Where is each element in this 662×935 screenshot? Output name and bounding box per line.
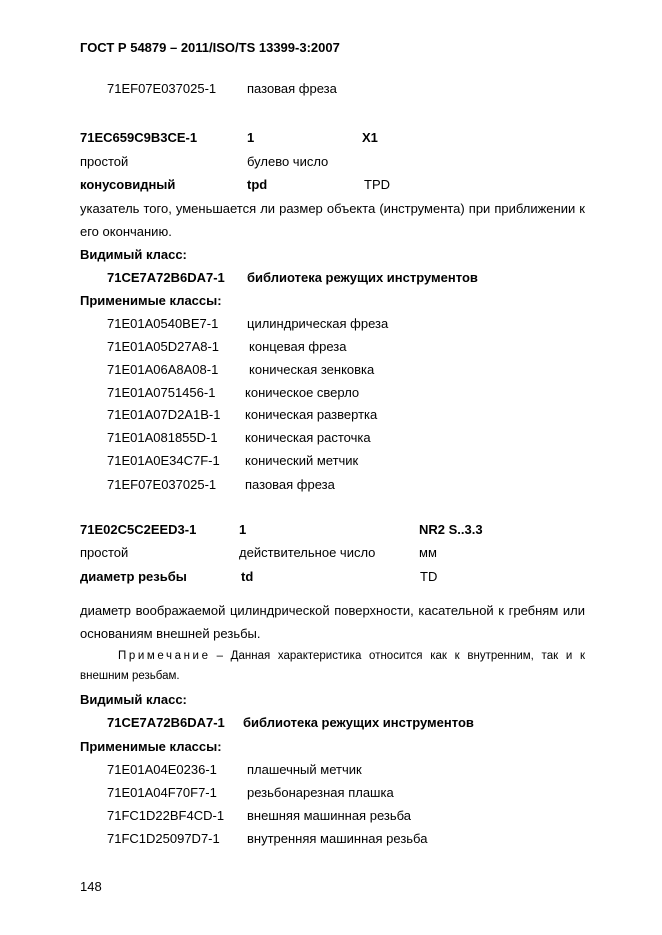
block2-applicable-code: 71E01A04E0236-1 [107,762,217,777]
block2-applicable-name: резьбонарезная плашка [247,785,394,800]
block1-visible-class-name: библиотека режущих инструментов [247,270,478,285]
block1-applicable-name: конический метчик [245,453,359,468]
block1-applicable-name: коническая расточка [245,430,371,445]
block2-visible-class-name: библиотека режущих инструментов [243,715,474,730]
block1-applicable-label: Применимые классы: [80,293,222,308]
block2-symbol: NR2 S..3.3 [419,522,483,537]
block1-applicable-name: коническая зенковка [249,362,375,377]
block2-code: 71E02C5C2EED3-1 [80,522,197,537]
block1-type: простой [80,154,129,169]
block2-applicable-code: 71E01A04F70F7-1 [107,785,217,800]
block1-visible-class-label: Видимый класс: [80,247,187,262]
block1-applicable-name: коническая развертка [245,407,378,422]
block1-applicable-code: 71E01A0540BE7-1 [107,316,219,331]
block1-short: tpd [247,177,268,192]
note-text-line2: внешним резьбам. [80,670,180,682]
block1-applicable-code: 71E01A081855D-1 [107,430,218,445]
block1-pref: TPD [364,177,390,192]
block1-applicable-name: коническое сверло [245,385,360,400]
block2-pref: TD [420,569,438,584]
note-text-line1: – Данная характеристика относится как к внутренним, так и к [216,650,585,662]
note-label: Примечание [118,650,211,662]
block2-applicable-name: внешняя машинная резьба [247,808,411,823]
block1-applicable-name: цилиндрическая фреза [247,316,389,331]
top-item-name: пазовая фреза [247,81,337,96]
block2-applicable-name: плашечный метчик [247,762,362,777]
block2-type: простой [80,545,129,560]
block2-version: 1 [239,522,247,537]
block1-applicable-code: 71E01A0751456-1 [107,385,216,400]
block1-applicable-code: 71E01A0E34C7F-1 [107,453,220,468]
block2-applicable-label: Применимые классы: [80,739,222,754]
block2-note [80,649,585,664]
block1-name: конусовидный [80,177,176,192]
block1-version: 1 [247,130,255,145]
block2-name: диаметр резьбы [80,569,187,584]
block2-definition-line2: основаниям внешней резьбы. [80,626,261,641]
page-number: 148 [80,879,102,894]
block2-definition-line1: диаметр воображаемой цилиндрической поверхности, касательной к гребням или [80,603,585,618]
block2-applicable-code: 71FC1D25097D7-1 [107,831,220,846]
block1-datatype: булево число [247,154,329,169]
block2-applicable-name: внутренняя машинная резьба [247,831,428,846]
block1-code: 71EC659C9B3CE-1 [80,130,198,145]
block2-visible-class-code: 71CE7A72B6DA7-1 [107,715,225,730]
top-item-code: 71EF07E037025-1 [107,81,217,96]
block1-applicable-code: 71E01A05D27A8-1 [107,339,220,354]
block1-symbol: X1 [362,130,378,145]
document-header: ГОСТ Р 54879 – 2011/ISO/TS 13399-3:2007 [80,40,340,55]
block1-applicable-code: 71E01A07D2A1B-1 [107,407,221,422]
block2-short: td [241,569,254,584]
block1-applicable-code: 71E01A06A8A08-1 [107,362,219,377]
block1-applicable-code: 71EF07E037025-1 [107,477,217,492]
block2-visible-class-label: Видимый класс: [80,692,187,707]
block1-applicable-name: пазовая фреза [245,477,335,492]
block1-definition-line2: его окончанию. [80,224,172,239]
block2-datatype: действительное число [239,545,376,560]
block2-unit: мм [419,545,437,560]
block1-definition-line1: указатель того, уменьшается ли размер объекта (инструмента) при приближении к [80,201,585,216]
block1-visible-class-code: 71CE7A72B6DA7-1 [107,270,225,285]
block1-applicable-name: концевая фреза [249,339,347,354]
block2-applicable-code: 71FC1D22BF4CD-1 [107,808,225,823]
